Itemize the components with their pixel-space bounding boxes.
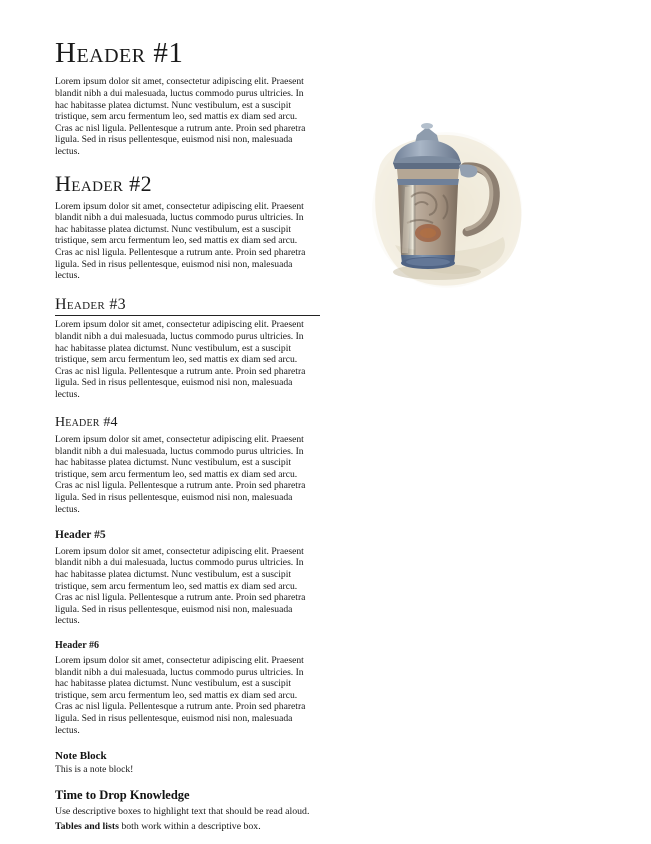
- note-block-text: This is a note block!: [55, 764, 134, 776]
- beer-stein-illustration: [355, 105, 545, 310]
- heading-3: Header #3: [55, 296, 320, 317]
- paragraph-4: Lorem ipsum dolor sit amet, consectetur adipiscing elit. Praesent blandit nibh a dui malesuada, luctus commodo purus ultricies. In hac habitasse platea dictumst. Nunc vestibulum, est a suscipit tristique, sem arcu fermentum leo, sed mattis ex diam sed arcu. Cras ac nisl ligula. Pellentesque a rutrum ante. Proin sed pharetra ligula. Sed in risus pellentesque, euismod nisi non, malesuada lectus.: [55, 433, 306, 515]
- heading-4: Header #4: [55, 414, 118, 430]
- descriptive-block-text: Use descriptive boxes to highlight text that should be read aloud.: [55, 805, 310, 817]
- paragraph-6: Lorem ipsum dolor sit amet, consectetur adipiscing elit. Praesent blandit nibh a dui malesuada, luctus commodo purus ultricies. In hac habitasse platea dictumst. Nunc vestibulum, est a suscipit tristique, sem arcu fermentum leo, sed mattis ex diam sed arcu. Cras ac nisl ligula. Pellentesque a rutrum ante. Proin sed pharetra ligula. Sed in risus pellentesque, euismod nisi non, malesuada lectus.: [55, 654, 306, 736]
- descriptive-block-tail-text: both work within a descriptive box.: [118, 821, 261, 833]
- descriptive-block-title: Time to Drop Knowledge: [55, 787, 190, 802]
- descriptive-block-tail: [55, 821, 320, 833]
- heading-6: Header #6: [55, 639, 99, 651]
- paragraph-5: Lorem ipsum dolor sit amet, consectetur adipiscing elit. Praesent blandit nibh a dui malesuada, luctus commodo purus ultricies. In hac habitasse platea dictumst. Nunc vestibulum, est a suscipit tristique, sem arcu fermentum leo, sed mattis ex diam sed arcu. Cras ac nisl ligula. Pellentesque a rutrum ante. Proin sed pharetra ligula. Sed in risus pellentesque, euismod nisi non, malesuada lectus.: [55, 545, 306, 627]
- paragraph-3: Lorem ipsum dolor sit amet, consectetur adipiscing elit. Praesent blandit nibh a dui malesuada, luctus commodo purus ultricies. In hac habitasse platea dictumst. Nunc vestibulum, est a suscipit tristique, sem arcu fermentum leo, sed mattis ex diam sed arcu. Cras ac nisl ligula. Pellentesque a rutrum ante. Proin sed pharetra ligula. Sed in risus pellentesque, euismod nisi non, malesuada lectus.: [55, 319, 306, 400]
- paragraph-1: Lorem ipsum dolor sit amet, consectetur adipiscing elit. Praesent blandit nibh a dui malesuada, luctus commodo purus ultricies. In hac habitasse platea dictumst. Nunc vestibulum, est a suscipit tristique, sem arcu fermentum leo, sed mattis ex diam sed arcu. Cras ac nisl ligula. Pellentesque a rutrum ante. Proin sed pharetra ligula. Sed in risus pellentesque, euismod nisi non, malesuada lectus.: [55, 76, 306, 157]
- document-content: [55, 38, 320, 837]
- paragraph-2: Lorem ipsum dolor sit amet, consectetur adipiscing elit. Praesent blandit nibh a dui malesuada, luctus commodo purus ultricies. In hac habitasse platea dictumst. Nunc vestibulum, est a suscipit tristique, sem arcu fermentum leo, sed mattis ex diam sed arcu. Cras ac nisl ligula. Pellentesque a rutrum ante. Proin sed pharetra ligula. Sed in risus pellentesque, euismod nisi non, malesuada lectus.: [55, 200, 306, 282]
- note-block-title: Note Block: [55, 750, 107, 763]
- page-title: Header #1: [55, 37, 184, 69]
- heading-2: Header #2: [55, 170, 152, 196]
- heading-5: Header #5: [55, 529, 106, 542]
- descriptive-block-lead: Tables and lists: [55, 821, 119, 833]
